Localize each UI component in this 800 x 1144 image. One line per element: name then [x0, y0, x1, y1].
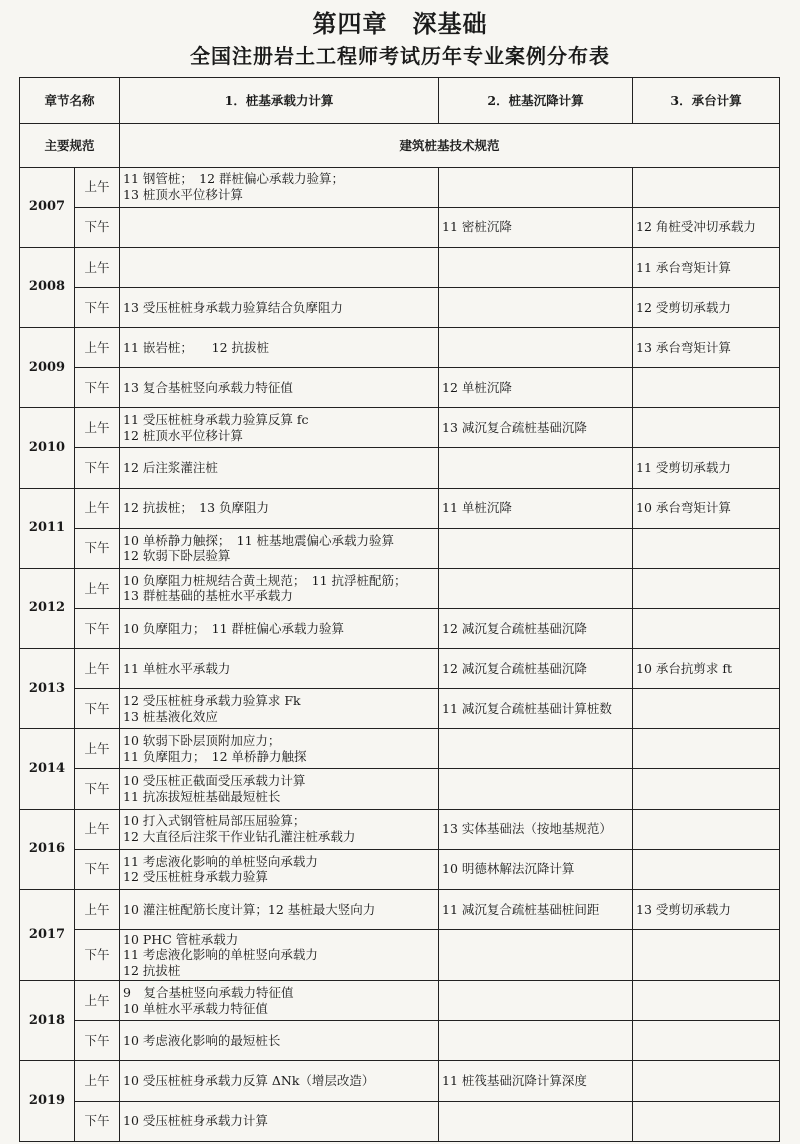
- case-entry: 11 单桩水平承载力: [123, 660, 231, 676]
- session-cell: 上午: [75, 981, 120, 1021]
- case-entry: 11 承台弯矩计算: [636, 259, 731, 275]
- cap-calculation-cell: [633, 328, 780, 368]
- case-entry: 12 角桩受冲切承载力: [636, 219, 756, 235]
- table-row: [20, 408, 780, 448]
- year-cell: 2007: [20, 167, 75, 247]
- table-row: [20, 849, 780, 889]
- pile-capacity-cell: [120, 368, 439, 408]
- session-cell: 上午: [75, 1061, 120, 1101]
- pile-settlement-cell: [439, 981, 633, 1021]
- cap-calculation-cell: [633, 1021, 780, 1061]
- case-entry: 11 减沉复合疏桩基础计算桩数: [442, 700, 612, 716]
- year-cell: 2011: [20, 488, 75, 568]
- case-entry: 13 桩基液化效应: [123, 708, 218, 724]
- case-entry: 13 复合基桩竖向承载力特征值: [123, 379, 293, 395]
- case-entry: 11 减沉复合疏桩基础桩间距: [442, 901, 600, 917]
- case-entry: 11 桩筏基础沉降计算深度: [442, 1073, 587, 1089]
- table-row: [20, 1021, 780, 1061]
- cap-calculation-cell: [633, 488, 780, 528]
- table-body: [20, 78, 780, 1142]
- pile-capacity-cell: [120, 448, 439, 488]
- cap-calculation-cell: [633, 849, 780, 889]
- case-entry: 13 实体基础法（按地基规范）: [442, 821, 612, 837]
- pile-settlement-cell: [439, 608, 633, 648]
- year-cell: 2012: [20, 568, 75, 648]
- case-entry: 9 复合基桩竖向承载力特征值: [123, 985, 294, 1001]
- case-entry: 10 承台抗剪求 ft: [636, 660, 733, 676]
- pile-capacity-cell: [120, 1021, 439, 1061]
- column-header-pile-capacity: 1．桩基承载力计算: [120, 78, 439, 124]
- year-cell: 2008: [20, 247, 75, 327]
- pile-capacity-cell: [120, 408, 439, 448]
- case-entry: 11 考虑液化影响的单桩竖向承载力: [123, 947, 318, 963]
- case-entry: 10 受压桩桩身承载力反算 ΔNk（增层改造）: [123, 1073, 375, 1089]
- session-cell: 下午: [75, 608, 120, 648]
- year-cell: 2013: [20, 649, 75, 729]
- case-entry: 11 抗冻拔短桩基础最短桩长: [123, 788, 281, 804]
- case-entry: 13 桩顶水平位移计算: [123, 187, 243, 203]
- session-cell: 下午: [75, 1021, 120, 1061]
- pile-settlement-cell: [439, 649, 633, 689]
- case-entry: 11 负摩阻力； 12 单桥静力触探: [123, 748, 307, 764]
- pile-capacity-cell: [120, 769, 439, 809]
- table-row: [20, 488, 780, 528]
- pile-settlement-cell: [439, 368, 633, 408]
- case-entry: 10 承台弯矩计算: [636, 500, 731, 516]
- case-entry: 13 减沉复合疏桩基础沉降: [442, 420, 587, 436]
- case-entry: 12 受剪切承载力: [636, 299, 731, 315]
- pile-capacity-cell: [120, 1101, 439, 1141]
- cap-calculation-cell: [633, 448, 780, 488]
- table-row: [20, 608, 780, 648]
- year-cell: 2010: [20, 408, 75, 488]
- table-row: [20, 448, 780, 488]
- pile-settlement-cell: [439, 1021, 633, 1061]
- pile-capacity-cell: [120, 608, 439, 648]
- cap-calculation-cell: [633, 247, 780, 287]
- session-cell: 上午: [75, 809, 120, 849]
- session-cell: 下午: [75, 769, 120, 809]
- cap-calculation-cell: [633, 1101, 780, 1141]
- pile-capacity-cell: [120, 167, 439, 207]
- session-cell: 下午: [75, 448, 120, 488]
- case-entry: 13 受剪切承载力: [636, 901, 731, 917]
- case-entry: 11 密桩沉降: [442, 219, 512, 235]
- year-cell: 2017: [20, 889, 75, 980]
- pile-capacity-cell: [120, 568, 439, 608]
- case-entry: 10 单桩水平承载力特征值: [123, 1000, 268, 1016]
- pile-capacity-cell: [120, 649, 439, 689]
- session-cell: 上午: [75, 889, 120, 929]
- table-row: [20, 247, 780, 287]
- case-entry: 10 软弱下卧层顶附加应力；: [123, 733, 281, 749]
- case-entry: 13 群桩基础的基桩水平承载力: [123, 588, 293, 604]
- table-row: [20, 889, 780, 929]
- table-row: [20, 929, 780, 980]
- session-cell: 上午: [75, 649, 120, 689]
- cap-calculation-cell: [633, 167, 780, 207]
- pile-capacity-cell: [120, 809, 439, 849]
- main-code-row: [20, 124, 780, 167]
- pile-settlement-cell: [439, 488, 633, 528]
- pile-settlement-cell: [439, 328, 633, 368]
- case-entry: 10 PHC 管桩承载力: [123, 931, 239, 947]
- session-cell: 下午: [75, 849, 120, 889]
- pile-capacity-cell: [120, 889, 439, 929]
- table-row: [20, 368, 780, 408]
- cap-calculation-cell: [633, 929, 780, 980]
- document-title: 全国注册岩土工程师考试历年专业案例分布表: [190, 44, 610, 68]
- table-row: [20, 649, 780, 689]
- pile-capacity-cell: [120, 328, 439, 368]
- case-entry: 10 明德林解法沉降计算: [442, 861, 575, 877]
- table-row: [20, 981, 780, 1021]
- case-entry: 12 抗拔桩； 13 负摩阻力: [123, 500, 270, 516]
- pile-settlement-cell: [439, 167, 633, 207]
- case-entry: 11 嵌岩桩； 12 抗拔桩: [123, 339, 270, 355]
- session-cell: 上午: [75, 488, 120, 528]
- case-entry: 11 受压桩桩身承载力验算反算 fc: [123, 412, 309, 428]
- case-entry: 13 受压桩桩身承载力验算结合负摩阻力: [123, 299, 343, 315]
- pile-settlement-cell: [439, 729, 633, 769]
- cap-calculation-cell: [633, 769, 780, 809]
- pile-capacity-cell: [120, 207, 439, 247]
- session-cell: 下午: [75, 207, 120, 247]
- column-header-cap-calculation: 3．承台计算: [633, 78, 780, 124]
- cap-calculation-cell: [633, 729, 780, 769]
- cap-calculation-cell: [633, 528, 780, 568]
- cap-calculation-cell: [633, 408, 780, 448]
- pile-settlement-cell: [439, 287, 633, 327]
- case-entry: 11 考虑液化影响的单桩竖向承载力: [123, 853, 318, 869]
- case-entry: 11 单桩沉降: [442, 500, 512, 516]
- table-row: [20, 729, 780, 769]
- case-entry: 12 减沉复合疏桩基础沉降: [442, 620, 587, 636]
- table-row: [20, 167, 780, 207]
- cap-calculation-cell: [633, 649, 780, 689]
- case-entry: 10 受压桩正截面受压承载力计算: [123, 773, 306, 789]
- header-row: [20, 78, 780, 124]
- pile-settlement-cell: [439, 929, 633, 980]
- pile-settlement-cell: [439, 889, 633, 929]
- pile-settlement-cell: [439, 849, 633, 889]
- case-entry: 12 减沉复合疏桩基础沉降: [442, 660, 587, 676]
- pile-settlement-cell: [439, 689, 633, 729]
- chapter-name-header: 章节名称: [20, 78, 120, 124]
- case-entry: 12 大直径后注浆干作业钻孔灌注桩承载力: [123, 829, 356, 845]
- case-entry: 12 软弱下卧层验算: [123, 548, 231, 564]
- pile-capacity-cell: [120, 287, 439, 327]
- case-entry: 10 负摩阻力桩规结合黄土规范； 11 抗浮桩配筋；: [123, 572, 407, 588]
- case-entry: 10 单桥静力触探； 11 桩基地震偏心承载力验算: [123, 532, 395, 548]
- pile-settlement-cell: [439, 809, 633, 849]
- cap-calculation-cell: [633, 1061, 780, 1101]
- table-row: [20, 328, 780, 368]
- table-row: [20, 769, 780, 809]
- pile-capacity-cell: [120, 929, 439, 980]
- case-entry: 12 抗拔桩: [123, 962, 181, 978]
- session-cell: 下午: [75, 287, 120, 327]
- pile-settlement-cell: [439, 528, 633, 568]
- pile-settlement-cell: [439, 1061, 633, 1101]
- session-cell: 下午: [75, 1101, 120, 1141]
- session-cell: 上午: [75, 247, 120, 287]
- table-row: [20, 207, 780, 247]
- case-entry: 10 打入式钢管桩局部压屈验算；: [123, 813, 306, 829]
- pile-capacity-cell: [120, 488, 439, 528]
- table-row: [20, 1061, 780, 1101]
- case-entry: 12 受压桩桩身承载力验算: [123, 869, 268, 885]
- session-cell: 下午: [75, 368, 120, 408]
- table-row: [20, 287, 780, 327]
- pile-settlement-cell: [439, 448, 633, 488]
- chapter-title: 第四章 深基础: [312, 9, 488, 38]
- year-cell: 2016: [20, 809, 75, 889]
- case-entry: 10 考虑液化影响的最短桩长: [123, 1033, 281, 1049]
- pile-settlement-cell: [439, 1101, 633, 1141]
- pile-settlement-cell: [439, 568, 633, 608]
- case-entry: 11 受剪切承载力: [636, 460, 731, 476]
- session-cell: 上午: [75, 167, 120, 207]
- pile-capacity-cell: [120, 729, 439, 769]
- year-cell: 2009: [20, 328, 75, 408]
- session-cell: 下午: [75, 929, 120, 980]
- pile-capacity-cell: [120, 247, 439, 287]
- case-entry: 12 后注浆灌注桩: [123, 460, 218, 476]
- cap-calculation-cell: [633, 981, 780, 1021]
- cap-calculation-cell: [633, 207, 780, 247]
- year-cell: 2014: [20, 729, 75, 809]
- pile-settlement-cell: [439, 207, 633, 247]
- table-row: [20, 689, 780, 729]
- case-entry: 10 受压桩桩身承载力计算: [123, 1113, 268, 1129]
- distribution-table: [19, 77, 780, 1142]
- pile-capacity-cell: [120, 528, 439, 568]
- session-cell: 上午: [75, 328, 120, 368]
- cap-calculation-cell: [633, 889, 780, 929]
- cap-calculation-cell: [633, 568, 780, 608]
- pile-capacity-cell: [120, 1061, 439, 1101]
- table-row: [20, 809, 780, 849]
- case-entry: 11 钢管桩； 12 群桩偏心承载力验算；: [123, 171, 345, 187]
- pile-settlement-cell: [439, 247, 633, 287]
- case-entry: 10 灌注桩配筋长度计算；12 基桩最大竖向力: [123, 901, 376, 917]
- session-cell: 下午: [75, 689, 120, 729]
- table-row: [20, 1101, 780, 1141]
- case-entry: 12 受压桩桩身承载力验算求 Fk: [123, 693, 301, 709]
- case-entry: 13 承台弯矩计算: [636, 339, 731, 355]
- year-cell: 2019: [20, 1061, 75, 1142]
- session-cell: 上午: [75, 568, 120, 608]
- session-cell: 下午: [75, 528, 120, 568]
- cap-calculation-cell: [633, 809, 780, 849]
- session-cell: 上午: [75, 408, 120, 448]
- table-row: [20, 568, 780, 608]
- year-cell: 2018: [20, 981, 75, 1061]
- cap-calculation-cell: [633, 689, 780, 729]
- cap-calculation-cell: [633, 287, 780, 327]
- session-cell: 上午: [75, 729, 120, 769]
- cap-calculation-cell: [633, 608, 780, 648]
- pile-capacity-cell: [120, 981, 439, 1021]
- case-entry: 12 桩顶水平位移计算: [123, 427, 243, 443]
- column-header-pile-settlement: 2．桩基沉降计算: [439, 78, 633, 124]
- cap-calculation-cell: [633, 368, 780, 408]
- pile-capacity-cell: [120, 689, 439, 729]
- main-code-value: 建筑桩基技术规范: [120, 124, 780, 167]
- case-entry: 12 单桩沉降: [442, 379, 512, 395]
- pile-capacity-cell: [120, 849, 439, 889]
- pile-settlement-cell: [439, 408, 633, 448]
- pile-settlement-cell: [439, 769, 633, 809]
- table-row: [20, 528, 780, 568]
- case-entry: 10 负摩阻力； 11 群桩偏心承载力验算: [123, 620, 345, 636]
- main-code-label: 主要规范: [20, 124, 120, 167]
